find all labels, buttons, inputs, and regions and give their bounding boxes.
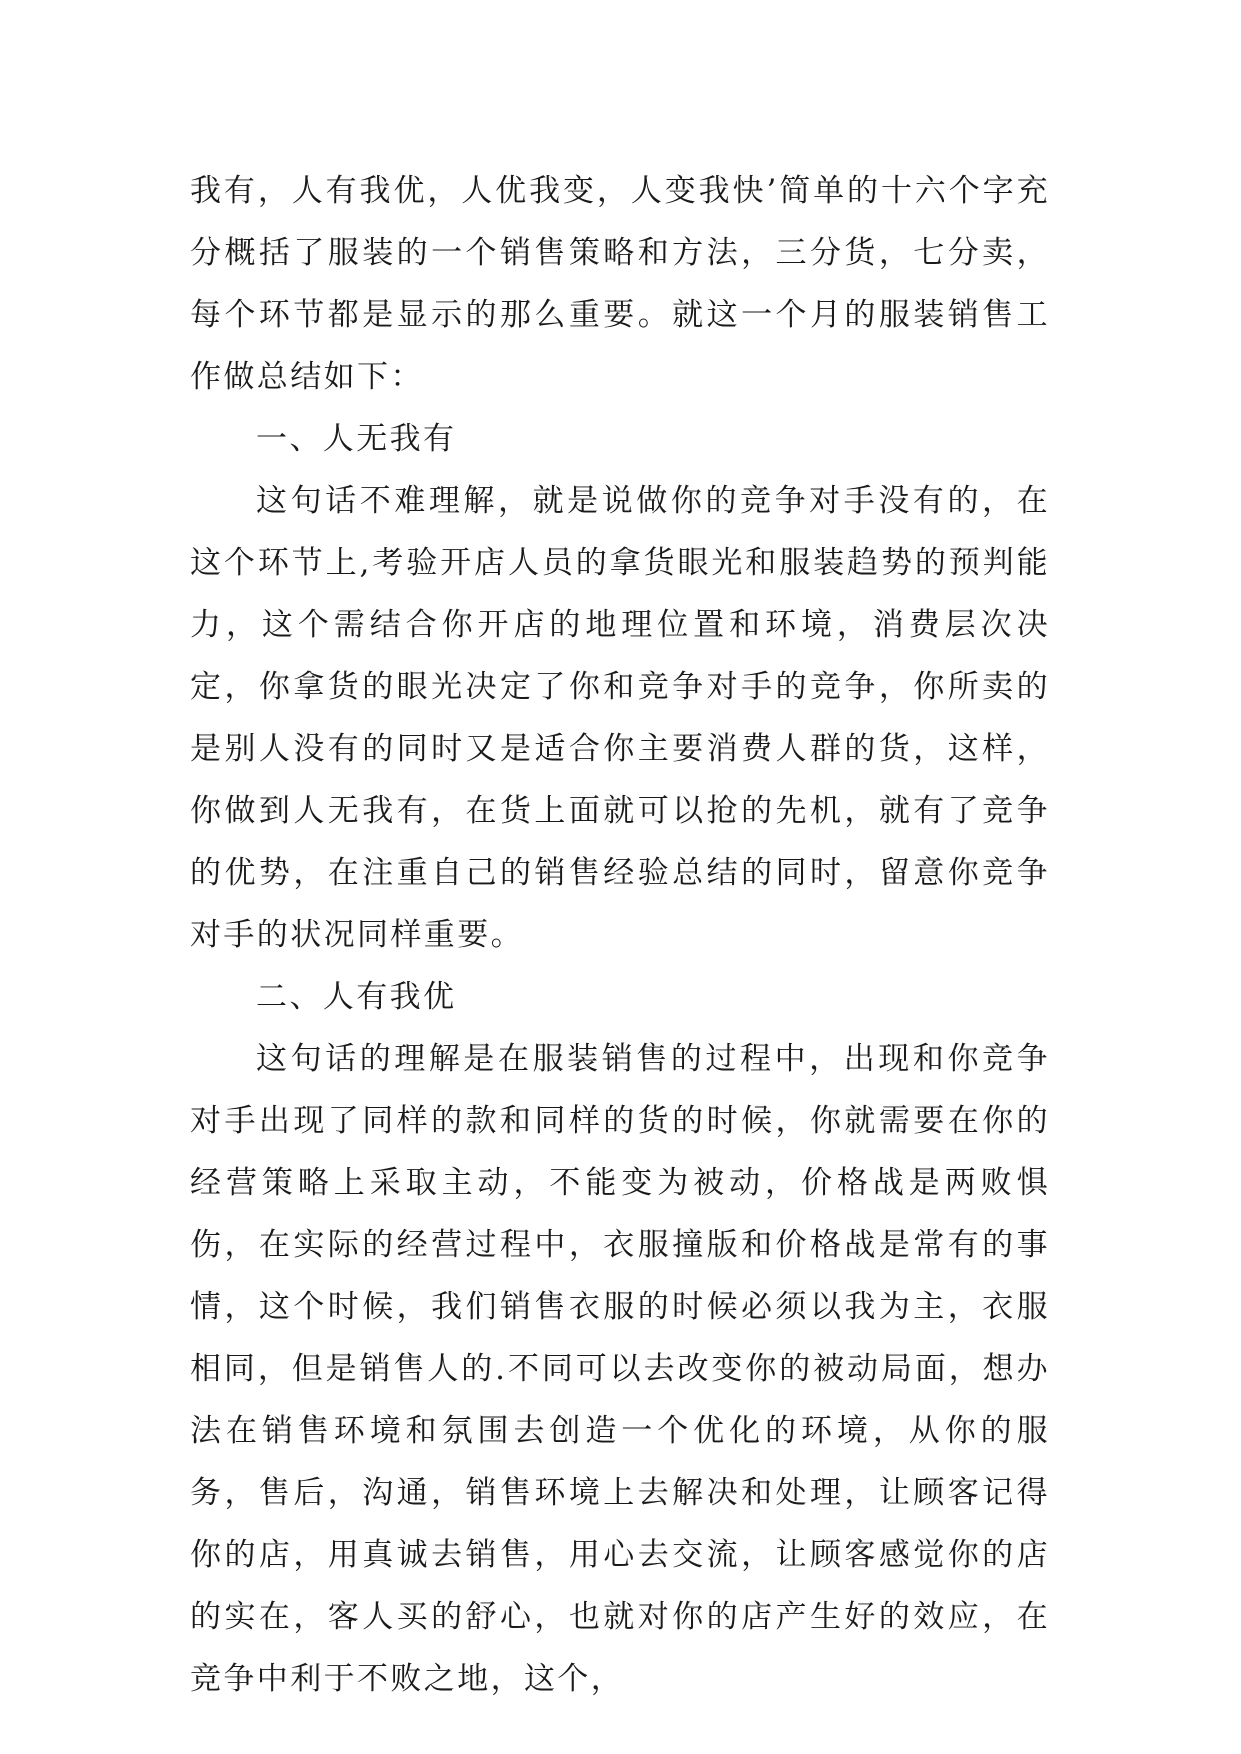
section-heading-1: 一、人无我有: [256, 421, 457, 457]
section-heading-2: 二、人有我优: [256, 979, 457, 1015]
section-2-paragraph: 这句话的理解是在服装销售的过程中，出现和你竞争对手出现了同样的款和同样的货的时候，你就需要在你的经营策略上采取主动，不能变为被动，价格战是两败惧伤，在实际的经营过程中，衣服撞版和价格战是常有的事情，这个时候，我们销售衣服的时候必须以我为主，衣服相同，但是销售人的.不同可以去改变你的被动局面，想办法在销售环境和氛围去创造一个优化的环境，从你的服务，售后，沟通，销售环境上去解决和处理，让顾客记得你的店，用真诚去销售，用心去交流，让顾客感觉你的店的实在，客人买的舒心，也就对你的店产生好的效应，在竞争中利于不败之地，这个，: [190, 1041, 1050, 1697]
section-1-paragraph: 这句话不难理解，就是说做你的竞争对手没有的，在这个环节上,考验开店人员的拿货眼光和服装趋势的预判能力，这个需结合你开店的地理位置和环境，消费层次决定，你拿货的眼光决定了你和竞争对手的竞争，你所卖的是别人没有的同时又是适合你主要消费人群的货，这样，你做到人无我有，在货上面就可以抢的先机，就有了竞争的优势，在注重自己的销售经验总结的同时，留意你竞争对手的状况同样重要。: [190, 483, 1050, 953]
intro-paragraph: 我有，人有我优，人优我变，人变我快’简单的十六个字充分概括了服装的一个销售策略和方法，三分货，七分卖，每个环节都是显示的那么重要。就这一个月的服装销售工作做总结如下：: [190, 173, 1050, 395]
document-body: [190, 160, 1050, 1710]
